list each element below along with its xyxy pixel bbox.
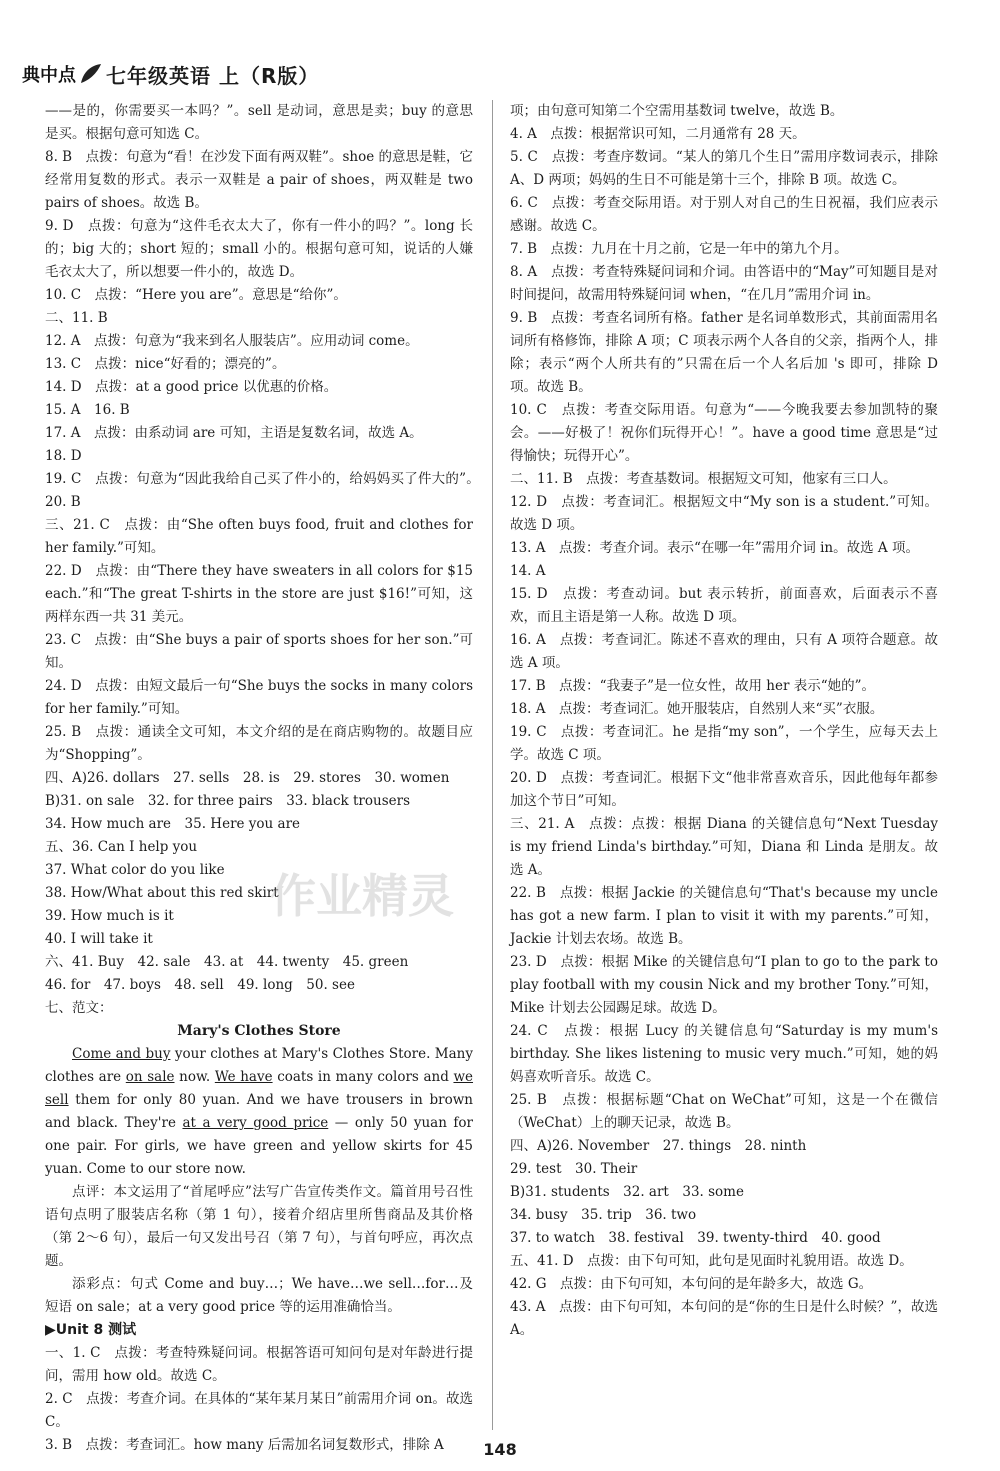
answer-item: 8. B 点拨：句意为“看！在沙发下面有两双鞋”。shoe 的意思是鞋，它经常用复数的形式。表示一双鞋是 a pair of shoes，两双鞋是 two pairs of shoes。故选 B。 <box>45 149 473 211</box>
answer-item: 37. What color do you like <box>45 862 225 878</box>
answer-item: 三、21. C 点拨：由“She often buys food, fruit and clothes for her family.”可知。 <box>45 517 473 556</box>
answer-item: 19. C 点拨：句意为“因此我给自己买了件小的，给妈妈买了件大的”。 20. B <box>45 471 487 510</box>
watermark: 作业精灵 <box>270 869 454 923</box>
answer-item: 18. D <box>45 448 82 464</box>
answer-item: 39. How much is it <box>45 908 174 924</box>
answer-item: ——是的，你需要买一本吗？”。sell 是动词，意思是卖；buy 的意思是买。根据句意可知选 C。 <box>45 103 473 142</box>
answer-item: 40. I will take it <box>45 931 153 947</box>
answer-item: 15. A 16. B <box>45 402 130 418</box>
answer-item: 14. D 点拨：at a good price 以优惠的价格。 <box>45 379 338 395</box>
answer-item: 9. D 点拨：句意为“这件毛衣太大了，你有一件小的吗？”。long 长的；big 大的；short 短的；small 小的。根据句意可知，说话的人嫌毛衣太大了，所以想要一件小的，故选 D。 <box>45 218 473 280</box>
answer-item: 34. busy 35. trip 36. two <box>510 1207 697 1223</box>
column-divider <box>492 100 493 1430</box>
answer-item: 四、A)26. dollars 27. sells 28. is 29. stores 30. women <box>45 770 450 786</box>
essay-comment: 点评：本文运用了“首尾呼应”法写广告宣传类作文。篇首用号召性语句点明了服装店名称（第 1 句），接着介绍店里所售商品及其价格（第 2～6 句），最后一句又发出号召（第 7 句），与首句呼应，再次点题。 <box>45 1184 473 1269</box>
answer-item: 2. C 点拨：考查介词。在具体的“某年某月某日”前需用介词 on。故选 C。 <box>45 1391 473 1430</box>
leaf-logo-icon <box>78 61 104 87</box>
answer-item: 14. A <box>510 563 546 579</box>
answer-item: 二、11. B <box>45 310 108 326</box>
answer-item: 五、36. Can I help you <box>45 839 198 855</box>
answer-item: 3. B 点拨：考查词汇。how many 后需加名词复数形式，排除 A <box>45 1437 444 1453</box>
answer-item: 23. D 点拨：根据 Mike 的关键信息句“I plan to go to the park to play football with my cousin Nick and my brother Tony.”可知，Mike 计划去公园踢足球。故选 D。 <box>510 954 938 1016</box>
essay-paragraph: Come and buy your clothes at Mary's Clothes Store. Many clothes are on sale now. We have coats in many colors and we sell them for only 80 yuan. And we have trousers in brown and black. They're at a very good price — only 50 yuan for one pair. For girls, we have green and yellow skirts for 45 yuan. Come to our store now. <box>45 1046 474 1177</box>
page-header <box>22 56 982 92</box>
answer-item: 19. C 点拨：考查词汇。he 是指“my son”，一个学生，应每天去上学。故选 C 项。 <box>510 724 938 763</box>
answer-item: 9. B 点拨：考查名词所有格。father 是名词单数形式，其前面需用名词所有格修饰，排除 A 项；C 项表示两个人各自的父亲，指两个人，排除；表示“两个人所共有的”只需在后一个人名后加 's 即可，排除 D 项。故选 B。 <box>510 310 938 395</box>
answer-item: 10. C 点拨：“Here you are”。意思是“给你”。 <box>45 287 347 303</box>
answer-item: 4. A 点拨：根据常识可知，二月通常有 28 天。 <box>510 126 806 142</box>
model-essay <box>45 1043 473 1319</box>
answer-item: 七、范文： <box>45 1000 113 1016</box>
answer-item: 46. for 47. boys 48. sell 49. long 50. see <box>45 977 355 993</box>
answer-item: 13. A 点拨：考查介词。表示“在哪一年”需用介词 in。故选 A 项。 <box>510 540 919 556</box>
book-logo: 典中点 <box>22 65 76 86</box>
answer-item: 16. A 点拨：考查词汇。陈述不喜欢的理由，只有 A 项符合题意。故选 A 项。 <box>510 632 938 671</box>
answer-item: 10. C 点拨：考查交际用语。句意为“——今晚我要去参加凯特的聚会。——好极了！祝你们玩得开心！”。have a good time 意思是“过得愉快；玩得开心”。 <box>510 402 938 464</box>
answer-item: 43. A 点拨：由下句可知，本句问的是“你的生日是什么时候？”，故选 A。 <box>510 1299 938 1338</box>
unit-heading: ▶Unit 8 测试 <box>45 1322 137 1338</box>
answer-item: 6. C 点拨：考查交际用语。对于别人对自己的生日祝福，我们应表示感谢。故选 C。 <box>510 195 938 234</box>
answer-item: 42. G 点拨：由下句可知，本句问的是年龄多大，故选 G。 <box>510 1276 873 1292</box>
answer-item: 24. D 点拨：由短文最后一句“She buys the socks in many colors for her family.”可知。 <box>45 678 473 717</box>
answer-item: 22. B 点拨：根据 Jackie 的关键信息句“That's because my uncle has got a new farm. I plan to visit it with my parents.”可知，Jackie 计划去农场。故选 B。 <box>510 885 938 947</box>
essay-title: Mary's Clothes Store <box>177 1023 341 1039</box>
answer-item: 7. B 点拨：九月在十月之前，它是一年中的第九个月。 <box>510 241 848 257</box>
header-title: 七年级英语 上（R版） <box>106 63 320 88</box>
answer-item: 六、41. Buy 42. sale 43. at 44. twenty 45. green <box>45 954 409 970</box>
answer-item: 12. D 点拨：考查词汇。根据短文中“My son is a student.”可知。故选 D 项。 <box>510 494 938 533</box>
answer-item: 5. C 点拨：考查序数词。“某人的第几个生日”需用序数词表示，排除 A、D 两项；妈妈的生日不可能是第十三个，排除 B 项。故选 C。 <box>510 149 938 188</box>
answer-item: 38. How/What about this red skirt <box>45 885 279 901</box>
answer-item: 20. D 点拨：考查词汇。根据下文“他非常喜欢音乐，因此他每年都参加这个节日”可知。 <box>510 770 938 809</box>
essay-highlight: 添彩点：句式 Come and buy…；We have…we sell…for…及短语 on sale；at a very good price 等的运用准确恰当。 <box>45 1276 473 1315</box>
answer-item: 22. D 点拨：由“There they have sweaters in all colors for $15 each.”和“The great T-shirts in the store are just $16!”可知，这两样东西一共 31 美元。 <box>45 563 473 625</box>
left-column <box>45 100 487 1457</box>
answer-item: 四、A)26. November 27. things 28. ninth <box>510 1138 807 1154</box>
answer-item: 一、1. C 点拨：考查特殊疑问词。根据答语可知问句是对年龄进行提问，需用 how old。故选 C。 <box>45 1345 473 1384</box>
answer-item: 13. C 点拨：nice“好看的；漂亮的”。 <box>45 356 286 372</box>
answer-item: 17. B 点拨：“我妻子”是一位女性，故用 her 表示“她的”。 <box>510 678 876 694</box>
answer-item: 29. test 30. Their <box>510 1161 638 1177</box>
answer-item: 24. C 点拨：根据 Lucy 的关键信息句“Saturday is my mum's birthday. She likes listening to music very much.”可知，她的妈妈喜欢听音乐。故选 C。 <box>510 1023 938 1085</box>
answer-item: 23. C 点拨：由“She buys a pair of sports shoes for her son.”可知。 <box>45 632 473 671</box>
answer-item: 12. A 点拨：句意为“我来到名人服装店”。应用动词 come。 <box>45 333 419 349</box>
answer-item: 25. B 点拨：通读全文可知，本文介绍的是在商店购物的。故题目应为“Shopping”。 <box>45 724 473 763</box>
answer-item: 项；由句意可知第二个空需用基数词 twelve，故选 B。 <box>510 103 844 119</box>
answer-item: 8. A 点拨：考查特殊疑问词和介词。由答语中的“May”可知题目是对时间提问，故需用特殊疑问词 when，“在几月”需用介词 in。 <box>510 264 938 303</box>
answer-item: 34. How much are 35. Here you are <box>45 816 301 832</box>
answer-item: B)31. students 32. art 33. some <box>510 1184 744 1200</box>
answer-item: 二、11. B 点拨：考查基数词。根据短文可知，他家有三口人。 <box>510 471 897 487</box>
answer-item: 17. A 点拨：由系动词 are 可知，主语是复数名词，故选 A。 <box>45 425 423 441</box>
answer-item: 五、41. D 点拨：由下句可知，此句是见面时礼貌用语。故选 D。 <box>510 1253 913 1269</box>
right-column <box>510 100 938 1342</box>
answer-item: 25. B 点拨：根据标题“Chat on WeChat”可知，这是一个在微信（WeChat）上的聊天记录，故选 B。 <box>510 1092 938 1131</box>
answer-item: 18. A 点拨：考查词汇。她开服装店，自然别人来“买”衣服。 <box>510 701 884 717</box>
answer-item: 15. D 点拨：考查动词。but 表示转折，前面喜欢，后面表示不喜欢，而且主语是第一人称。故选 D 项。 <box>510 586 938 625</box>
answer-item: 37. to watch 38. festival 39. twenty-third 40. good <box>510 1230 881 1246</box>
page-number: 148 <box>483 1440 517 1459</box>
answer-item: 三、21. A 点拨：点拨：根据 Diana 的关键信息句“Next Tuesday is my friend Linda's birthday.”可知，Diana 和 Linda 是朋友。故选 A。 <box>510 816 938 878</box>
answer-item: B)31. on sale 32. for three pairs 33. black trousers <box>45 793 411 809</box>
